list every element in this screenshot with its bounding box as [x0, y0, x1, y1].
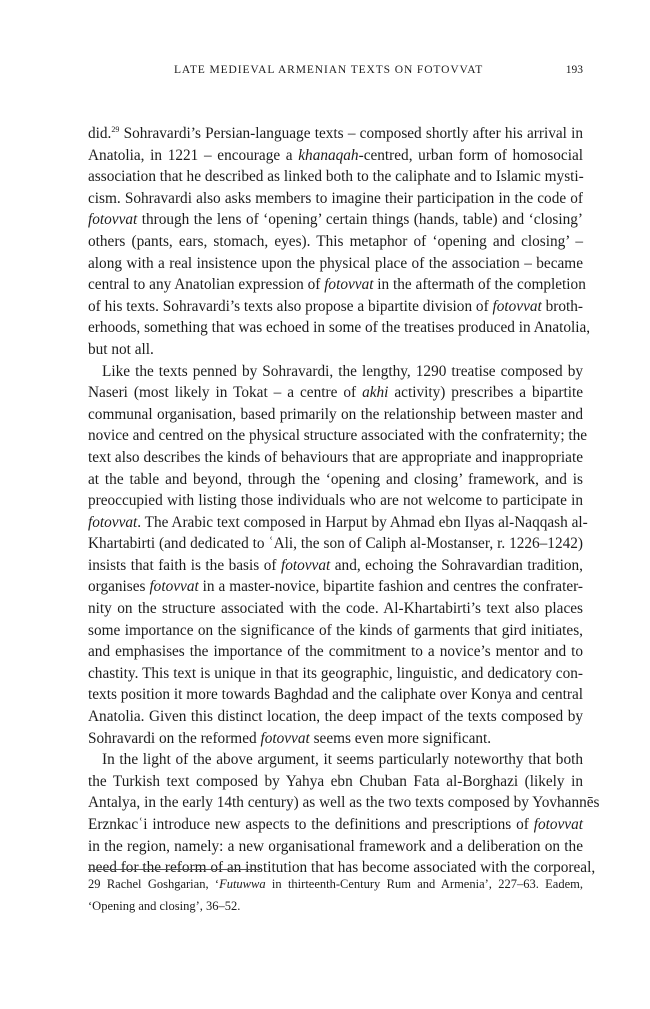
text-line: fotovvat through the lens of ‘opening’ certain things (hands, table) and ‘closing’: [88, 211, 583, 229]
text-line: insists that faith is the basis of fotovvat and, echoing the Sohravardian tradition,: [88, 556, 583, 574]
text-line: Naseri (most likely in Tokat – a centre of akhi activity) prescribes a bipartite: [88, 384, 583, 402]
text-line: In the light of the above argument, it seems particularly noteworthy that both: [102, 751, 583, 769]
footnote: [88, 876, 583, 919]
text-line: along with a real insistence upon the physical place of the association – became: [88, 254, 583, 272]
text-line: novice and centred on the physical structure associated with the confraternity; the: [88, 427, 588, 445]
page-number: 193: [565, 64, 583, 76]
text-line: Anatolia. Given this distinct location, the deep impact of the texts composed by: [88, 708, 583, 726]
text-line: Antalya, in the early 14th century) as well as the two texts composed by Yovhannēs: [88, 794, 600, 812]
text-line: preoccupied with listing those individuals who are not welcome to participate in: [88, 492, 583, 510]
text-line: Khartabirti (and dedicated to ʿAli, the son of Caliph al-Mostanser, r. 1226–1242): [88, 535, 583, 553]
text-line: organises fotovvat in a master-novice, bipartite fashion and centres the confrater-: [88, 578, 584, 596]
text-line: association that he described as linked both to the caliphate and to Islamic mysti-: [88, 168, 584, 186]
footnote-rule: [88, 869, 260, 870]
text-line: Sohravardi on the reformed fotovvat seems even more significant.: [88, 729, 492, 747]
text-line: communal organisation, based primarily on the relationship between master and: [88, 405, 583, 423]
text-line: some importance on the significance of the kinds of garments that gird initiates,: [88, 621, 583, 639]
running-title: LATE MEDIEVAL ARMENIAN TEXTS ON FOTOVVAT: [174, 64, 484, 76]
text-line: Like the texts penned by Sohravardi, the lengthy, 1290 treatise composed by: [102, 362, 583, 380]
footnote-line: 29 Rachel Goshgarian, ‘Futuwwa in thirteenth-Century Rum and Armenia’, 227–63. Eadem,: [88, 877, 583, 891]
text-line: in the region, namely: a new organisational framework and a deliberation on the: [88, 837, 583, 855]
text-line: chastity. This text is unique in that its geographic, linguistic, and dedicatory con-: [88, 664, 583, 682]
text-line: Erznkacʿi introduce new aspects to the definitions and prescriptions of fotovvat: [88, 816, 583, 833]
text-line: did.$^{29}$ Sohravardi’s Persian-language texts – composed shortly after his arrival in: [88, 124, 583, 142]
text-line: but not all.: [88, 340, 154, 358]
text-line: of his texts. Sohravardi’s texts also propose a bipartite division of fotovvat broth-: [88, 297, 583, 315]
text-line: need for the reform of an institution that has become associated with the corporeal,: [88, 859, 596, 877]
text-line: texts position it more towards Baghdad and the caliphate over Konya and central: [88, 686, 583, 704]
text-line: others (pants, ears, stomach, eyes). This metaphor of ‘opening and closing’ –: [88, 232, 583, 250]
text-line: and emphasises the importance of the commitment to a novice’s mentor and to: [88, 643, 583, 661]
text-line: central to any Anatolian expression of fotovvat in the aftermath of the completion: [88, 276, 586, 294]
text-line: cism. Sohravardi also asks members to imagine their participation in the code of: [88, 189, 583, 207]
text-line: erhoods, something that was echoed in some of the treatises produced in Anatolia,: [88, 319, 591, 337]
footnote-line: ‘Opening and closing’, 36–52.: [88, 898, 241, 913]
text-line: Anatolia, in 1221 – encourage a khanaqah-centred, urban form of homosocial: [88, 146, 583, 164]
text-line: the Turkish text composed by Yahya ebn Chuban Fata al-Borghazi (likely in: [88, 772, 583, 790]
text-line: at the table and beyond, through the ‘opening and closing’ framework, and is: [88, 470, 583, 488]
body-text: [88, 123, 600, 879]
text-line: nity on the structure associated with the code. Al-Khartabirti’s text also places: [88, 600, 583, 618]
text-line: fotovvat. The Arabic text composed in Harput by Ahmad ebn Ilyas al-Naqqash al-: [88, 513, 588, 531]
text-line: text also describes the kinds of behaviours that are appropriate and inappropriate: [88, 448, 583, 466]
